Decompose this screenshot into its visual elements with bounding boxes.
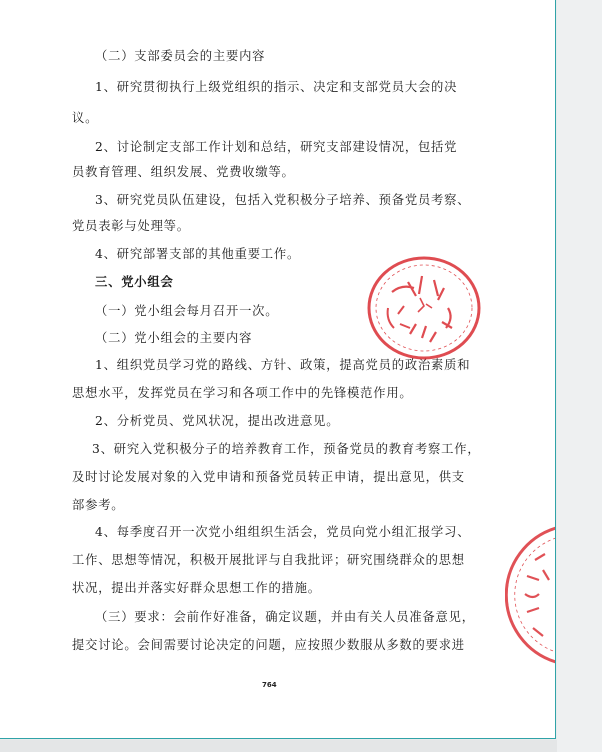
right-sidebar-panel — [557, 0, 602, 752]
doc-line-20: 状况，提出并落实好群众思想工作的措施。 — [72, 581, 321, 595]
doc-line-21: （三）要求：会前作好准备，确定议题，并由有关人员准备意见， — [95, 610, 475, 624]
doc-line-5: 员教育管理、组织发展、党费收缴等。 — [72, 165, 295, 179]
doc-line-15: 3、研究入党积极分子的培养教育工作，预备党员的教育考察工作， — [92, 442, 481, 456]
doc-line-8: 4、研究部署支部的其他重要工作。 — [95, 247, 301, 261]
doc-line-12: 1、组织党员学习党的路线、方针、政策，提高党员的政治素质和 — [95, 358, 471, 372]
doc-line-4: 2、讨论制定支部工作计划和总结，研究支部建设情况，包括党 — [95, 140, 458, 154]
doc-line-13: 思想水平，发挥党员在学习和各项工作中的先锋模范作用。 — [72, 386, 413, 400]
doc-line-19: 工作、思想等情况，积极开展批评与自我批评；研究围绕群众的思想 — [72, 553, 465, 567]
doc-line-1: （二）支部委员会的主要内容 — [95, 49, 266, 63]
doc-line-11: （二）党小组会的主要内容 — [95, 331, 253, 345]
doc-line-6: 3、研究党员队伍建设，包括入党积极分子培养、预备党员考察、 — [95, 193, 471, 207]
doc-line-16: 及时讨论发展对象的入党申请和预备党员转正申请，提出意见，供支 — [72, 470, 465, 484]
doc-line-10: （一）党小组会每月召开一次。 — [95, 304, 279, 318]
section-heading: 三、党小组会 — [95, 274, 174, 289]
partial-seal-stamp — [505, 520, 556, 670]
doc-line-18: 4、每季度召开一次党小组组织生活会，党员向党小组汇报学习、 — [95, 525, 471, 539]
page-number: 764 — [262, 681, 277, 689]
bottom-gutter — [0, 740, 557, 752]
doc-line-22: 提交讨论。会间需要讨论决定的问题，应按照少数服从多数的要求进 — [72, 638, 465, 652]
doc-line-17: 部参考。 — [72, 498, 125, 512]
doc-line-7: 党员表彰与处理等。 — [72, 219, 190, 233]
doc-line-2: 1、研究贯彻执行上级党组织的指示、决定和支部党员大会的决 — [95, 80, 458, 94]
red-seal-stamp — [362, 252, 486, 364]
doc-line-14: 2、分析党员、党风状况，提出改进意见。 — [95, 414, 340, 428]
doc-line-3: 议。 — [72, 111, 99, 125]
